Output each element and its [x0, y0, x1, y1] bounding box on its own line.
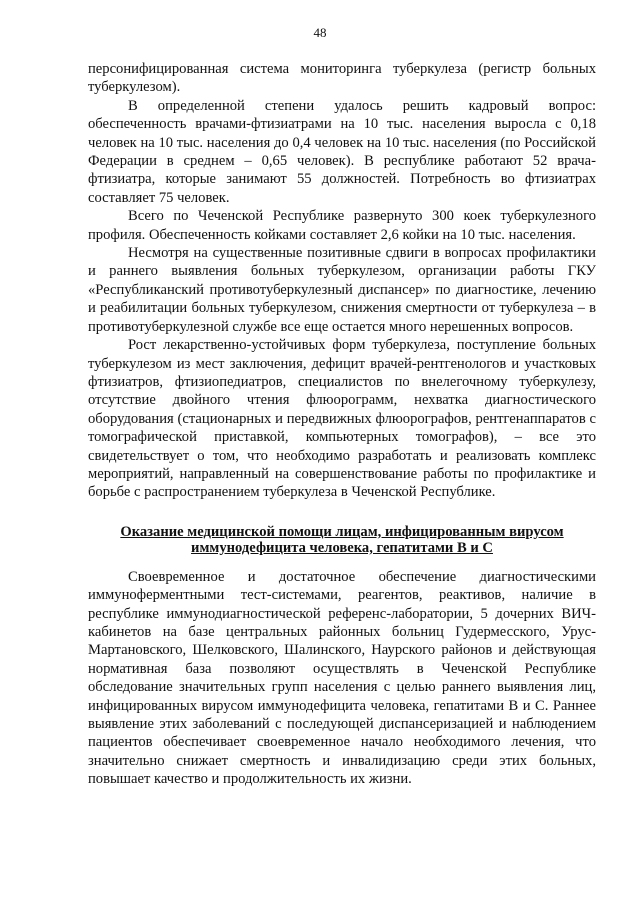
- paragraph-problems-list: Рост лекарственно-устойчивых форм туберкулеза, поступление больных туберкулезом из мест заключения, дефицит врачей-рентгенологов и участковых фтизиатров, фтизиопедиатров, специалистов по внелегочному туберкулезу, отсутствие двойного чтения флюорограмм, нехватка диагностического оборудования (стационарных и передвижных флюорографов, рентгенаппаратов с томографической приставкой, компьютерных томографов), – все это свидетельствует о том, что необходимо разработать и реализовать комплекс мероприятий, направленный на совершенствование работы по профилактике и борьбе с распространением туберкулеза в Чеченской Республике.: [88, 337, 596, 501]
- paragraph-beds: Всего по Чеченской Республике развернуто 300 коек туберкулезного профиля. Обеспеченность койками составляет 2,6 койки на 10 тыс. населения.: [88, 208, 596, 243]
- section-heading: [88, 524, 596, 556]
- document-body: [88, 60, 596, 789]
- paragraph-staffing: В определенной степени удалось решить кадровый вопрос: обеспеченность врачами-фтизиатрами на 10 тыс. населения выросла с 0,18 человек на 10 тыс. населения до 0,4 человек на 10 тыс. населения (по Российской Федерации в среднем – 0,65 человек). В республике работают 52 врача-фтизиатра, которые занимают 55 должностей. Потребность во фтизиатрах составляет 75 человек.: [88, 97, 596, 206]
- paragraph-continuation: персонифицированная система мониторинга туберкулеза (регистр больных туберкулезом).: [88, 61, 596, 96]
- paragraph-unresolved-issues: Несмотря на существенные позитивные сдвиги в вопросах профилактики и раннего выявления больных туберкулезом, организации работы ГКУ «Республиканский противотуберкулезный диспансер» по диагностике, лечению и реабилитации больных туберкулезом, снижения смертности от туберкулеза – в противотуберкулезной службе все еще остается много нерешенных вопросов.: [88, 245, 596, 335]
- section-heading-line2: иммунодефицита человека, гепатитами В и С: [191, 539, 493, 556]
- page-number: 48: [313, 25, 327, 40]
- paragraph-hiv-diagnostics: Своевременное и достаточное обеспечение диагностическими иммуноферментными тест-системами, реагентов, реактивов, наличие в республике иммунодиагностической референс-лаборатории, 5 дочерних ВИЧ-кабинетов на базе центральных районных больниц Гудермесского, Урус-Мартановского, Шелковского, Шалинского, Наурского районов и действующая нормативная база позволяют осуществлять в Чеченской Республике обследование значительных групп населения с целью раннего выявления лиц, инфицированных вирусом иммунодефицита человека, гепатитами В и С. Раннее выявление этих заболеваний с последующей диспансеризацией и наблюдением пациентов обеспечивает своевременное начало необходимого лечения, что значительно снижает смертность и инвалидизацию среди этих больных, повышает качество и продолжительность их жизни.: [88, 568, 596, 788]
- section-heading-line1: Оказание медицинской помощи лицам, инфицированным вирусом: [120, 523, 564, 540]
